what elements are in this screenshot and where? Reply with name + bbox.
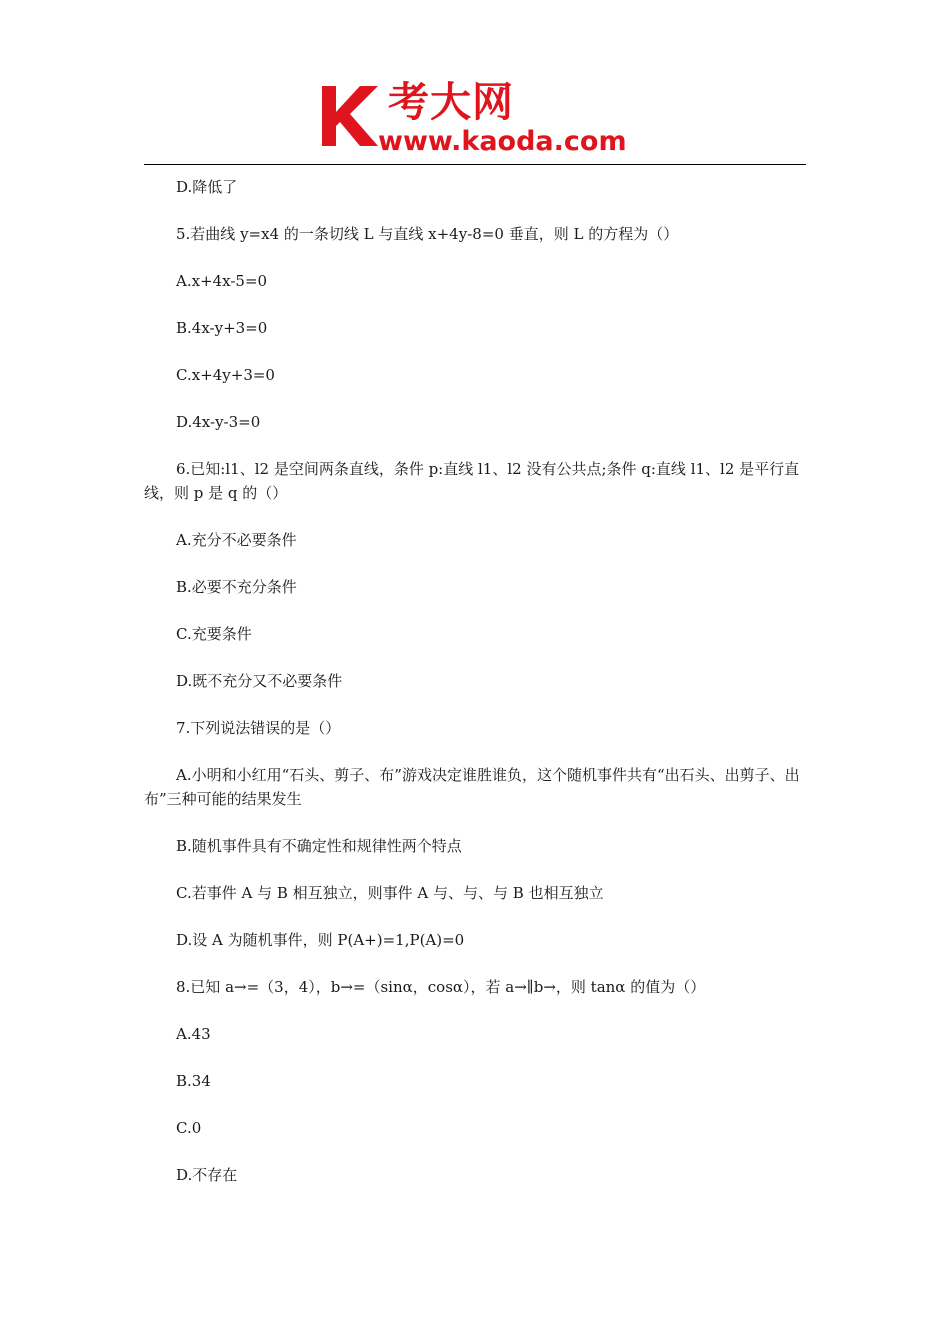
- option-a-q5: A.x+4x-5=0: [176, 272, 268, 290]
- option-d-q8: D.不存在: [176, 1166, 238, 1184]
- page-header: [0, 0, 950, 170]
- question-5: 5.若曲线 y=x4 的一条切线 L 与直线 x+4y-8=0 垂直，则 L 的方程为（）: [176, 225, 679, 243]
- option-a-q6: A.充分不必要条件: [176, 531, 297, 549]
- document-body: [144, 175, 808, 1210]
- logo-chinese-text: 考大网: [388, 78, 514, 126]
- option-d-q4: D.降低了: [176, 178, 238, 196]
- option-a-q8: A.43: [176, 1025, 211, 1043]
- question-7: 7.下列说法错误的是（）: [176, 719, 341, 737]
- question-8: 8.已知 a→=（3，4），b→=（sinα，cosα），若 a→∥b→，则 tanα 的值为（）: [176, 978, 706, 996]
- kaoda-logo: [316, 78, 646, 160]
- header-divider: [144, 164, 806, 165]
- option-c-q6: C.充要条件: [176, 625, 252, 643]
- option-b-q7: B.随机事件具有不确定性和规律性两个特点: [176, 837, 462, 855]
- option-b-q6: B.必要不充分条件: [176, 578, 297, 596]
- option-d-q7: D.设 A 为随机事件，则 P(A+)=1,P(A)=0: [176, 931, 465, 949]
- logo-url-text: www.kaoda.com: [378, 126, 627, 157]
- option-b-q8: B.34: [176, 1072, 211, 1090]
- option-d-q6: D.既不充分又不必要条件: [176, 672, 343, 690]
- option-a-q7: A.小明和小红用“石头、剪子、布”游戏决定谁胜谁负，这个随机事件共有“出石头、出剪子、出布”三种可能的结果发生: [144, 766, 800, 808]
- option-b-q5: B.4x-y+3=0: [176, 319, 268, 337]
- option-c-q5: C.x+4y+3=0: [176, 366, 275, 384]
- k-logo-icon: [316, 78, 386, 148]
- option-c-q8: C.0: [176, 1119, 202, 1137]
- option-d-q5: D.4x-y-3=0: [176, 413, 261, 431]
- option-c-q7: C.若事件 A 与 B 相互独立，则事件 A 与、与、与 B 也相互独立: [176, 884, 604, 902]
- question-6: 6.已知:l1、l2 是空间两条直线，条件 p:直线 l1、l2 没有公共点;条件 q:直线 l1、l2 是平行直线，则 p 是 q 的（）: [144, 460, 800, 502]
